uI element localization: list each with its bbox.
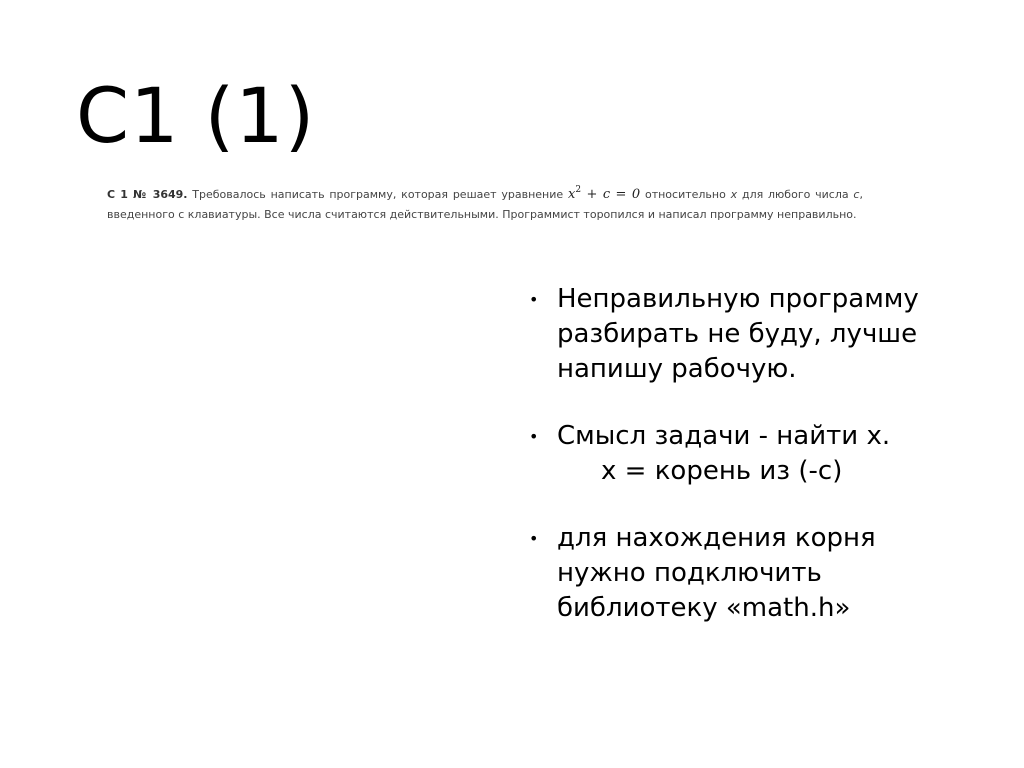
equation-rest: + c = 0 [581, 187, 641, 202]
task-number: С 1 № 3649. [107, 188, 188, 201]
bullet-dot-icon: • [529, 290, 539, 309]
task-text-3: для любого числа [737, 188, 854, 201]
equation-base: x [567, 187, 576, 202]
variable-x: x [730, 188, 738, 201]
bullet-item-1 [526, 282, 996, 387]
bullet-line: напишу рабочую. [557, 354, 797, 384]
equation [568, 187, 640, 202]
bullet-line-indented: x = корень из (-c) [601, 456, 843, 486]
bullet-list [526, 282, 996, 658]
bullet-dot-icon: • [529, 427, 539, 446]
task-text-2: относительно [640, 188, 731, 201]
bullet-dot-icon: • [529, 529, 539, 548]
task-text-4: , введенного с клавиатуры. Все числа считаются действительными. Программист торопился и написал программу неправильно. [107, 188, 863, 221]
bullet-line: Смысл задачи - найти x. [557, 421, 891, 451]
bullet-item-2 [526, 419, 996, 489]
bullet-line: библиотеку «math.h» [557, 593, 851, 623]
bullet-line: для нахождения корня [557, 523, 876, 553]
bullet-item-3 [526, 521, 996, 626]
bullet-line: разбирать не буду, лучше [557, 319, 918, 349]
bullet-line: Неправильную программу [557, 284, 919, 314]
equation-exponent: 2 [575, 185, 582, 195]
bullet-line: нужно подключить [557, 558, 822, 588]
task-text-1: Требовалось написать программу, которая решает уравнение [187, 188, 568, 201]
task-statement [107, 181, 863, 224]
slide-title: C1 (1) [76, 71, 316, 160]
variable-c: с [853, 188, 860, 201]
